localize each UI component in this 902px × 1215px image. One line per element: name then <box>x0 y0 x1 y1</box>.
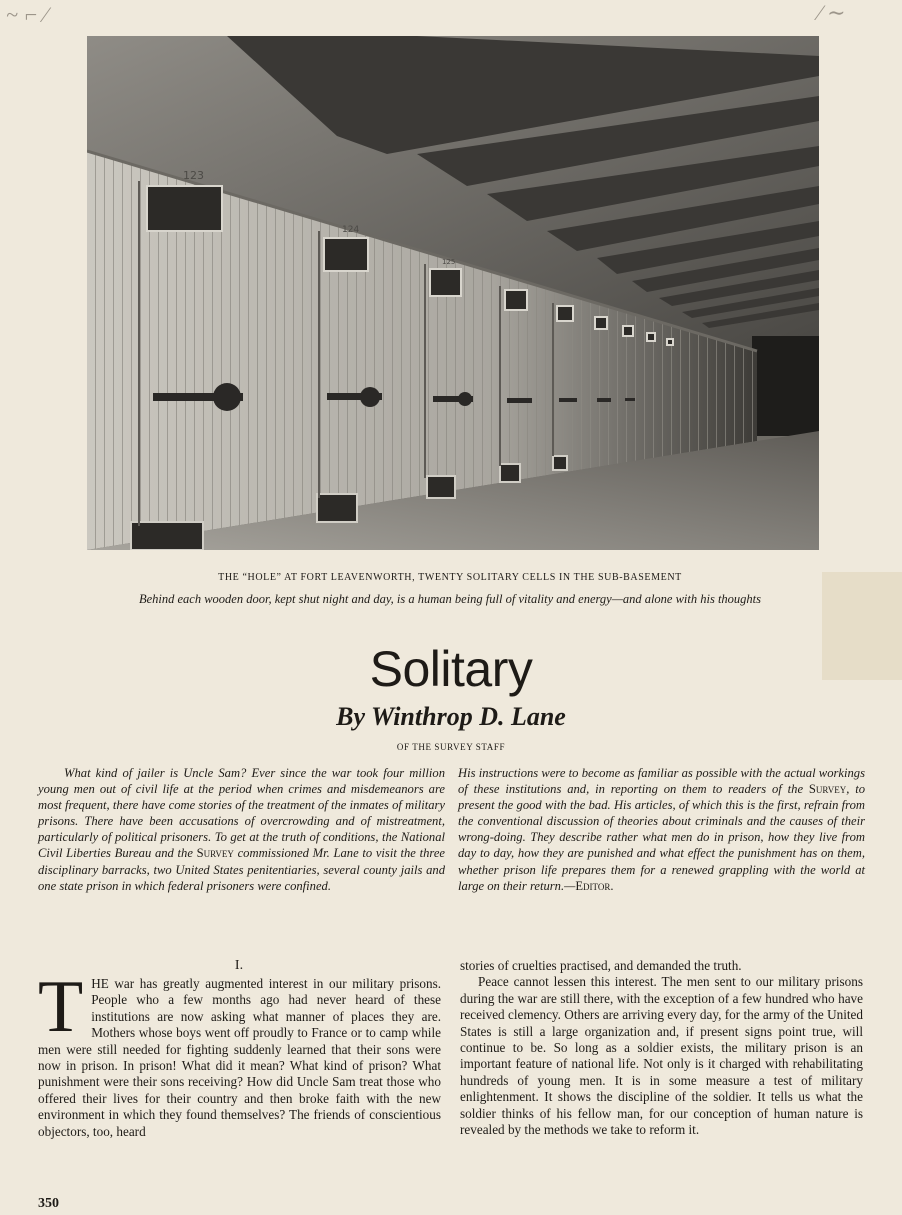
editor-intro-right <box>458 765 865 894</box>
pencil-marks: ~ ⌐ ⁄ <box>6 2 48 27</box>
body-paragraph: Peace cannot lessen this interest. The men sent to our military prisons during the war are still there, with the exception of a few hundred who have received clemency. Others are arriving every day, for the army of the United States is still a large organization and, if present signs point true, will continue to be. So long as a soldier exists, the military prison is an important feature of national life. Not only is it charged with rehabilitating hundreds of young men. It is in some measure a test of military enlightenment. It shows the discipline of the soldier. It tells us what the soldier thinks of his fellow man, for our conception of human nature is revealed by the methods we take to reform it. <box>460 974 863 1138</box>
photo-illustration <box>87 36 819 550</box>
cell-number-label: 123 <box>183 169 204 182</box>
photo-caption-subtitle: Behind each wooden door, kept shut night and day, is a human being full of vitality and energy—and alone with his thoughts <box>138 592 762 606</box>
intro-text: commissioned Mr. Lane to visit the three disciplinary barracks, two United States penitentiaries, several county jails and one state prison in which federal prisoners were confined. <box>38 846 445 893</box>
photo-caption-title: THE “HOLE” AT FORT LEAVENWORTH, TWENTY SOLITARY CELLS IN THE SUB-BASEMENT <box>218 572 682 583</box>
body-column-right <box>460 958 863 1138</box>
intro-text: His instructions were to become as familiar as possible with the actual workings of these institutions and, in reporting on them to readers of the <box>458 766 865 797</box>
editor-signature: Editor. <box>575 878 614 893</box>
prison-corridor-photo <box>87 36 819 550</box>
cell-number-label: 125 <box>442 258 456 266</box>
intro-text: , to present the good with the bad. His articles, of which this is the first, refrain from the conventional discussion of theories about criminals and the causes of their wrong-doing. They describe rather what men do in prison, how they live from day to day, how they are punished and what effect the punishment has on them, whether prison life prepares them for a renewed grappling with the world at large on their return.— <box>458 782 866 893</box>
drop-cap: T <box>38 966 84 1048</box>
section-number: I. <box>234 958 244 973</box>
body-paragraph: HE war has greatly augmented interest in our military prisons. People who a few months ago had never heard of these institutions are now asking what manner of places they are. Mothers whose boys went off proudly to France or to camp while men were still needed for fighting suddenly learned that their sons were now in prison. In prison! What did it mean? What kind of prison? What punishment were their sons receiving? How did Uncle Sam treat those who offered their lives for their country and then broke faith with the new environment in which they found themselves? The friends of conscientious objectors, too, heard <box>38 976 441 1139</box>
author-affiliation: OF THE SURVEY STAFF <box>396 742 506 752</box>
article-title: Solitary <box>369 641 533 697</box>
cell-number-label: 124 <box>342 225 360 235</box>
publication-name: Survey <box>196 846 234 861</box>
editor-intro-left <box>38 765 445 894</box>
body-column-left <box>38 966 441 1140</box>
article-byline: By Winthrop D. Lane <box>336 702 566 731</box>
pencil-marks: ⁄ ∼ <box>818 0 846 25</box>
page-number: 350 <box>38 1196 59 1211</box>
intro-text: What kind of jailer is Uncle Sam? Ever since the war took four million young men out of civil life at the period when crimes and misdemeanors are most frequent, there have come stories of the treatment of the inmates of military prisons. There have been accusations of overcrowding and of mistreatment, particularly of political prisoners. To get at the truth of conditions, the National Civil Liberties Bureau and the <box>38 766 445 861</box>
body-paragraph: stories of cruelties practised, and demanded the truth. <box>460 958 742 973</box>
publication-name: Survey <box>808 782 847 797</box>
